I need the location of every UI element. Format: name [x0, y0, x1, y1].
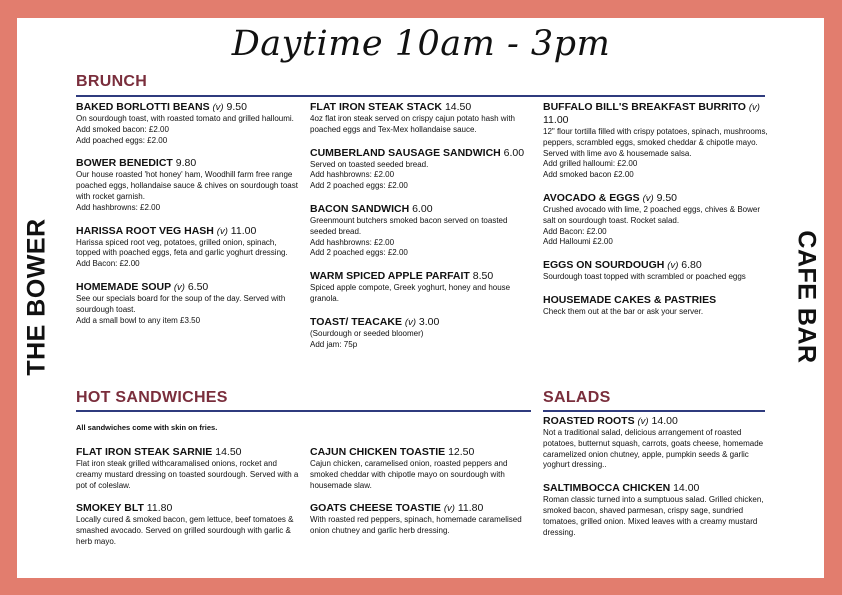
item-name: FLAT IRON STEAK STACK — [310, 101, 443, 113]
item-price: 14.50 — [444, 101, 472, 113]
item-name-line — [76, 225, 300, 238]
item-name-line — [310, 316, 534, 329]
section-title-salads: SALADS — [543, 389, 611, 406]
item-name-line — [543, 482, 769, 495]
item-name-line — [310, 147, 534, 160]
menu-item — [76, 281, 300, 326]
item-name: AVOCADO & EGGS — [543, 191, 640, 204]
vegetarian-marker: (v) — [173, 281, 185, 293]
item-name-line — [76, 446, 300, 459]
side-label-left: THE BOWER — [22, 218, 51, 376]
item-description: Locally cured & smoked bacon, gem lettuce, beef tomatoes & smashed avocado. Served on grilled sourdough with garlic & herb mayo. — [76, 515, 294, 546]
brunch-column-1 — [76, 101, 300, 337]
item-description: On sourdough toast, with roasted tomato and grilled halloumi. — [76, 114, 294, 123]
section-rule-brunch — [76, 95, 765, 97]
item-addon: Add a small bowl to any item £3.50 — [76, 315, 201, 325]
menu-item — [310, 147, 534, 192]
item-name: HOUSEMADE CAKES & PASTRIES — [543, 293, 717, 306]
item-addon: Add smoked bacon £2.00 — [543, 170, 634, 180]
item-addon: Add smoked bacon: £2.00 — [76, 124, 169, 134]
item-price: 6.50 — [187, 280, 209, 293]
menu-item — [310, 101, 534, 136]
item-addon: Add poached eggs: £2.00 — [76, 135, 168, 145]
section-rule-salads — [543, 410, 765, 412]
item-addon: Add hashbrowns: £2.00 — [310, 237, 395, 247]
item-addon: Add 2 poached eggs: £2.00 — [310, 181, 408, 191]
item-price: 3.00 — [418, 315, 440, 328]
item-name: SMOKEY BLT — [76, 502, 144, 515]
item-name: CUMBERLAND SAUSAGE SANDWICH — [310, 146, 501, 159]
item-description: Served on toasted seeded bread. — [310, 159, 429, 169]
item-addon: Add Halloumi £2.00 — [543, 237, 613, 247]
item-addon: Add grilled halloumi: £2.00 — [543, 159, 638, 169]
menu-item — [310, 446, 534, 491]
item-name-line — [310, 101, 534, 114]
item-addon: Add hashbrowns: £2.00 — [310, 170, 395, 180]
item-description: Crushed avocado with lime, 2 poached eggs, chives & Bower salt on sourdough toast. Rocket salad. — [543, 204, 761, 225]
menu-item — [543, 294, 769, 318]
brunch-column-2 — [310, 101, 534, 361]
item-name-line — [543, 192, 769, 205]
vegetarian-marker: (v) — [216, 225, 228, 237]
item-addon: Add jam: 75p — [310, 339, 358, 349]
menu-item — [543, 482, 769, 538]
menu-item — [310, 502, 534, 537]
item-price: 12.50 — [448, 446, 475, 458]
item-name: BAKED BORLOTTI BEANS — [76, 101, 210, 113]
item-description: Check them out at the bar or ask your server. — [543, 306, 704, 316]
item-price: 11.00 — [543, 114, 569, 126]
menu-item — [76, 157, 300, 213]
vegetarian-marker: (v) — [642, 192, 654, 204]
item-name-line — [543, 101, 769, 127]
item-name: FLAT IRON STEAK SARNIE — [76, 446, 213, 458]
vegetarian-marker: (v) — [667, 260, 679, 272]
item-description: Cajun chicken, caramelised onion, roasted peppers and smoked cheddar with chipotle mayo on sourdough with housemade slaw. — [310, 459, 508, 490]
item-price: 11.80 — [457, 502, 484, 515]
item-price: 6.80 — [681, 259, 702, 272]
item-price: 9.50 — [656, 191, 678, 204]
item-description: See our specials board for the soup of the day. Served with sourdough toast. — [76, 293, 286, 314]
menu-item — [310, 270, 534, 305]
item-price: 14.00 — [673, 482, 700, 495]
menu-item — [76, 101, 300, 146]
sandwiches-note: All sandwiches come with skin on fries. — [76, 423, 218, 432]
item-name-line — [76, 281, 300, 294]
vegetarian-marker: (v) — [637, 416, 649, 427]
section-rule-hot-sandwiches — [76, 410, 531, 412]
item-price: 8.50 — [472, 270, 494, 283]
item-description: Spiced apple compote, Greek yoghurt, honey and house granola. — [310, 283, 511, 303]
item-price: 14.50 — [215, 446, 242, 458]
vegetarian-marker: (v) — [748, 102, 760, 113]
sandwich-column-1 — [76, 446, 300, 559]
item-name: HARISSA ROOT VEG HASH — [76, 224, 214, 237]
menu-title: Daytime 10am - 3pm — [231, 24, 611, 64]
item-price: 6.00 — [503, 146, 525, 159]
item-price: 11.80 — [146, 502, 173, 515]
item-name-line — [310, 203, 534, 216]
item-addon: Add Bacon: £2.00 — [76, 259, 140, 269]
item-name: BACON SANDWICH — [310, 202, 410, 215]
item-description: Harissa spiced root veg, potatoes, grilled onion, spinach, topped with poached eggs, feta and garlic yoghurt dressing. — [76, 237, 288, 258]
menu-item — [310, 203, 534, 259]
item-description: Sourdough toast topped with scrambled or poached eggs — [543, 272, 746, 282]
item-price: 9.50 — [226, 101, 247, 113]
item-name-line — [310, 270, 534, 283]
menu-item — [543, 192, 769, 248]
item-description: Flat iron steak grilled withcaramalised onions, rocket and creamy mustard dressing on toasted sourdough. Served with a pot of coleslaw. — [76, 459, 299, 490]
item-name: BOWER BENEDICT — [76, 157, 173, 170]
vegetarian-marker: (v) — [443, 503, 455, 515]
item-price: 9.80 — [175, 157, 197, 170]
item-name: CAJUN CHICKEN TOASTIE — [310, 446, 446, 458]
section-title-hot-sandwiches: HOT SANDWICHES — [76, 389, 228, 406]
side-label-right: CAFE BAR — [792, 230, 821, 364]
item-name: SALTIMBOCCA CHICKEN — [543, 482, 671, 495]
item-name: WARM SPICED APPLE PARFAIT — [310, 270, 470, 283]
item-price: 11.00 — [230, 224, 257, 237]
menu-item — [543, 101, 769, 181]
item-name: HOMEMADE SOUP — [76, 280, 171, 293]
item-name-line — [76, 502, 300, 515]
item-name-line — [543, 415, 769, 428]
item-name: ROASTED ROOTS — [543, 415, 635, 427]
item-description: Our house roasted 'hot honey' ham, Woodhill farm free range poached eggs, hollandaise sauce & chives on sourdough toast with rocket garnish. — [76, 170, 298, 201]
item-name: GOATS CHEESE TOASTIE — [310, 502, 441, 515]
item-name-line — [543, 294, 769, 307]
brunch-column-3 — [543, 101, 769, 329]
sandwich-column-2 — [310, 446, 534, 548]
item-name-line — [310, 446, 534, 459]
vegetarian-marker: (v) — [212, 102, 224, 113]
item-name: BUFFALO BILL'S BREAKFAST BURRITO — [543, 101, 746, 113]
menu-item — [76, 446, 300, 491]
item-name: EGGS ON SOURDOUGH — [543, 259, 665, 272]
salads-column — [543, 415, 769, 549]
menu-item — [543, 259, 769, 283]
menu-item — [310, 316, 534, 351]
section-title-brunch: BRUNCH — [76, 73, 148, 90]
item-description: With roasted red peppers, spinach, homemade caramelised onion chutney and garlic herb dressing. — [310, 515, 522, 536]
item-addon: Add hashbrowns: £2.00 — [76, 202, 161, 212]
menu-item — [76, 502, 300, 547]
item-name: TOAST/ TEACAKE — [310, 315, 402, 328]
item-addon: Add 2 poached eggs: £2.00 — [310, 248, 408, 258]
item-price: 14.00 — [651, 415, 678, 427]
item-addon: Add Bacon: £2.00 — [543, 226, 607, 236]
item-name-line — [310, 502, 534, 515]
item-name-line — [76, 101, 300, 114]
item-name-line — [543, 259, 769, 272]
menu-item — [76, 225, 300, 270]
item-price: 6.00 — [412, 202, 433, 215]
vegetarian-marker: (v) — [404, 316, 416, 328]
item-description: Roman classic turned into a sumptuous salad. Grilled chicken, smoked bacon, shaved parmesan, crispy sage, sundried tomatoes, grilled onion. Mixed leaves with a creamy mustard dressing. — [543, 495, 764, 537]
item-description: 12" flour tortilla filled with crispy potatoes, spinach, mushrooms, peppers, scrambled eggs, smoked cheddar & chipotle mayo. Served with lime avo & housemade salsa. — [543, 127, 768, 158]
item-description: 4oz flat iron steak served on crispy cajun potato hash with poached eggs and Tex-Mex hollandaise sauce. — [310, 114, 515, 134]
menu-item — [543, 415, 769, 471]
item-name-line — [76, 157, 300, 170]
item-description: Not a traditional salad, delicious arrangement of roasted potatoes, butternut squash, carrots, goats cheese, homemade caramelized onion chutney, apple, pumpkin seeds & garlic yoghurt dressing.. — [543, 428, 764, 470]
item-description: Greenmount butchers smoked bacon served on toasted seeded bread. — [310, 215, 508, 236]
item-description: (Sourdough or seeded bloomer) — [310, 328, 424, 338]
